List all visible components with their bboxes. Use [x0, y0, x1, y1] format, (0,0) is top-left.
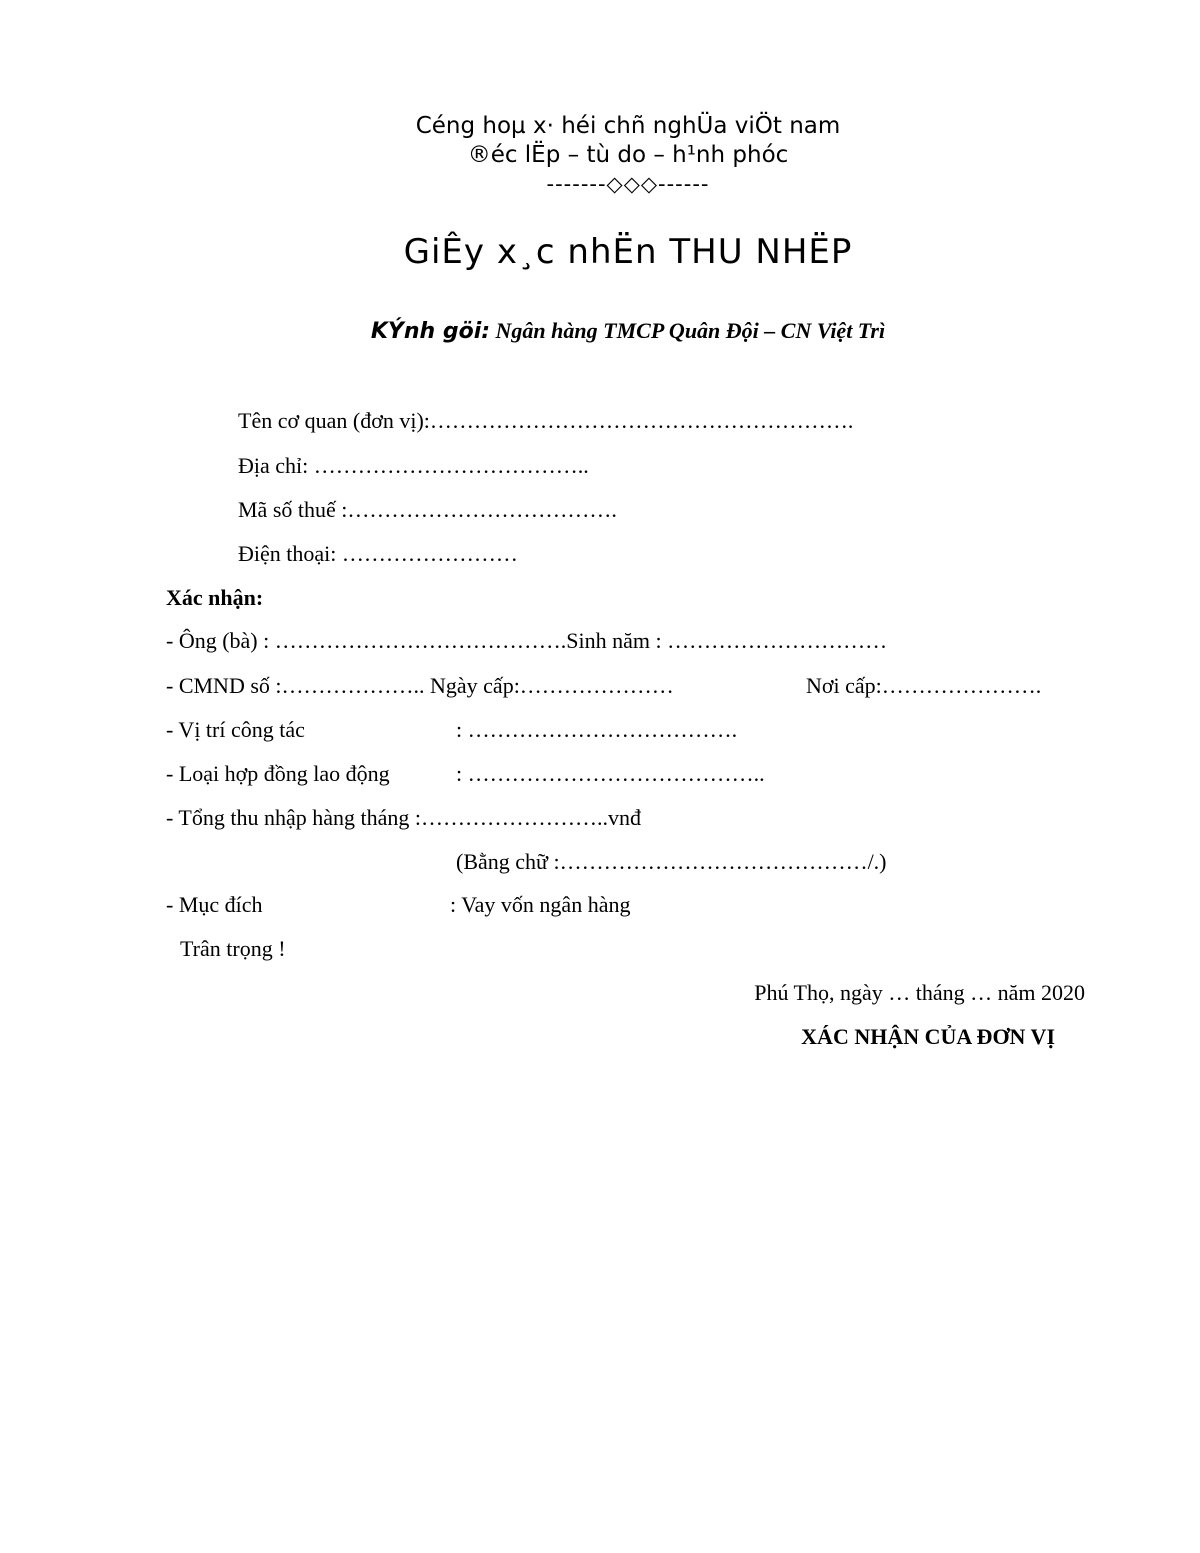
- nation-heading-line2: ®éc lËp – tù do – h¹nh phóc: [467, 142, 789, 168]
- nation-heading-line1: Céng hoµ x· héi chñ nghÜa viÖt nam: [415, 113, 841, 139]
- organization-address-field: Địa chỉ: ………………………………..: [238, 453, 589, 478]
- id-card-issue-date-field: - CMND số :……………….. Ngày cấp:…………………: [166, 673, 674, 698]
- decorative-divider: -------◇◇◇------: [546, 172, 710, 196]
- person-name-birth-year-field: - Ông (bà) : ………………………………….Sinh năm : …………………………: [166, 628, 888, 653]
- organization-phone-field: Điện thoại: ……………………: [238, 541, 518, 566]
- signature-title: XÁC NHẬN CỦA ĐƠN VỊ: [801, 1024, 1055, 1049]
- confirmation-heading: Xác nhận:: [166, 585, 264, 610]
- purpose-label: - Mục đích: [166, 892, 263, 917]
- purpose-value: : Vay vốn ngân hàng: [450, 892, 631, 917]
- position-label: - Vị trí công tác: [166, 717, 305, 742]
- contract-type-value: : …………………………………..: [456, 761, 765, 786]
- recipient-bank: Ngân hàng TMCP Quân Đội – CN Việt Trì: [495, 318, 886, 343]
- organization-name-field: Tên cơ quan (đơn vị):………………………………………………….: [238, 408, 854, 433]
- respect-label: KÝnh göi:: [370, 319, 491, 344]
- contract-type-label: - Loại hợp đồng lao động: [166, 761, 390, 786]
- income-in-words-field: (Bằng chữ :……………………………………/.): [456, 849, 887, 874]
- position-value: : ……………………………….: [456, 717, 738, 742]
- respect-line: [0, 318, 1200, 344]
- id-card-issue-place-field: Nơi cấp:………………….: [806, 673, 1042, 698]
- closing-phrase: Trân trọng !: [180, 936, 286, 961]
- organization-tax-code-field: Mã số thuế :……………………………….: [238, 497, 617, 522]
- monthly-income-field: - Tổng thu nhập hàng tháng :……………………..vnđ: [166, 805, 641, 830]
- document-title: GiÊy x¸c nhËn THU NHËP: [403, 232, 853, 272]
- place-and-date: Phú Thọ, ngày … tháng … năm 2020: [754, 980, 1085, 1005]
